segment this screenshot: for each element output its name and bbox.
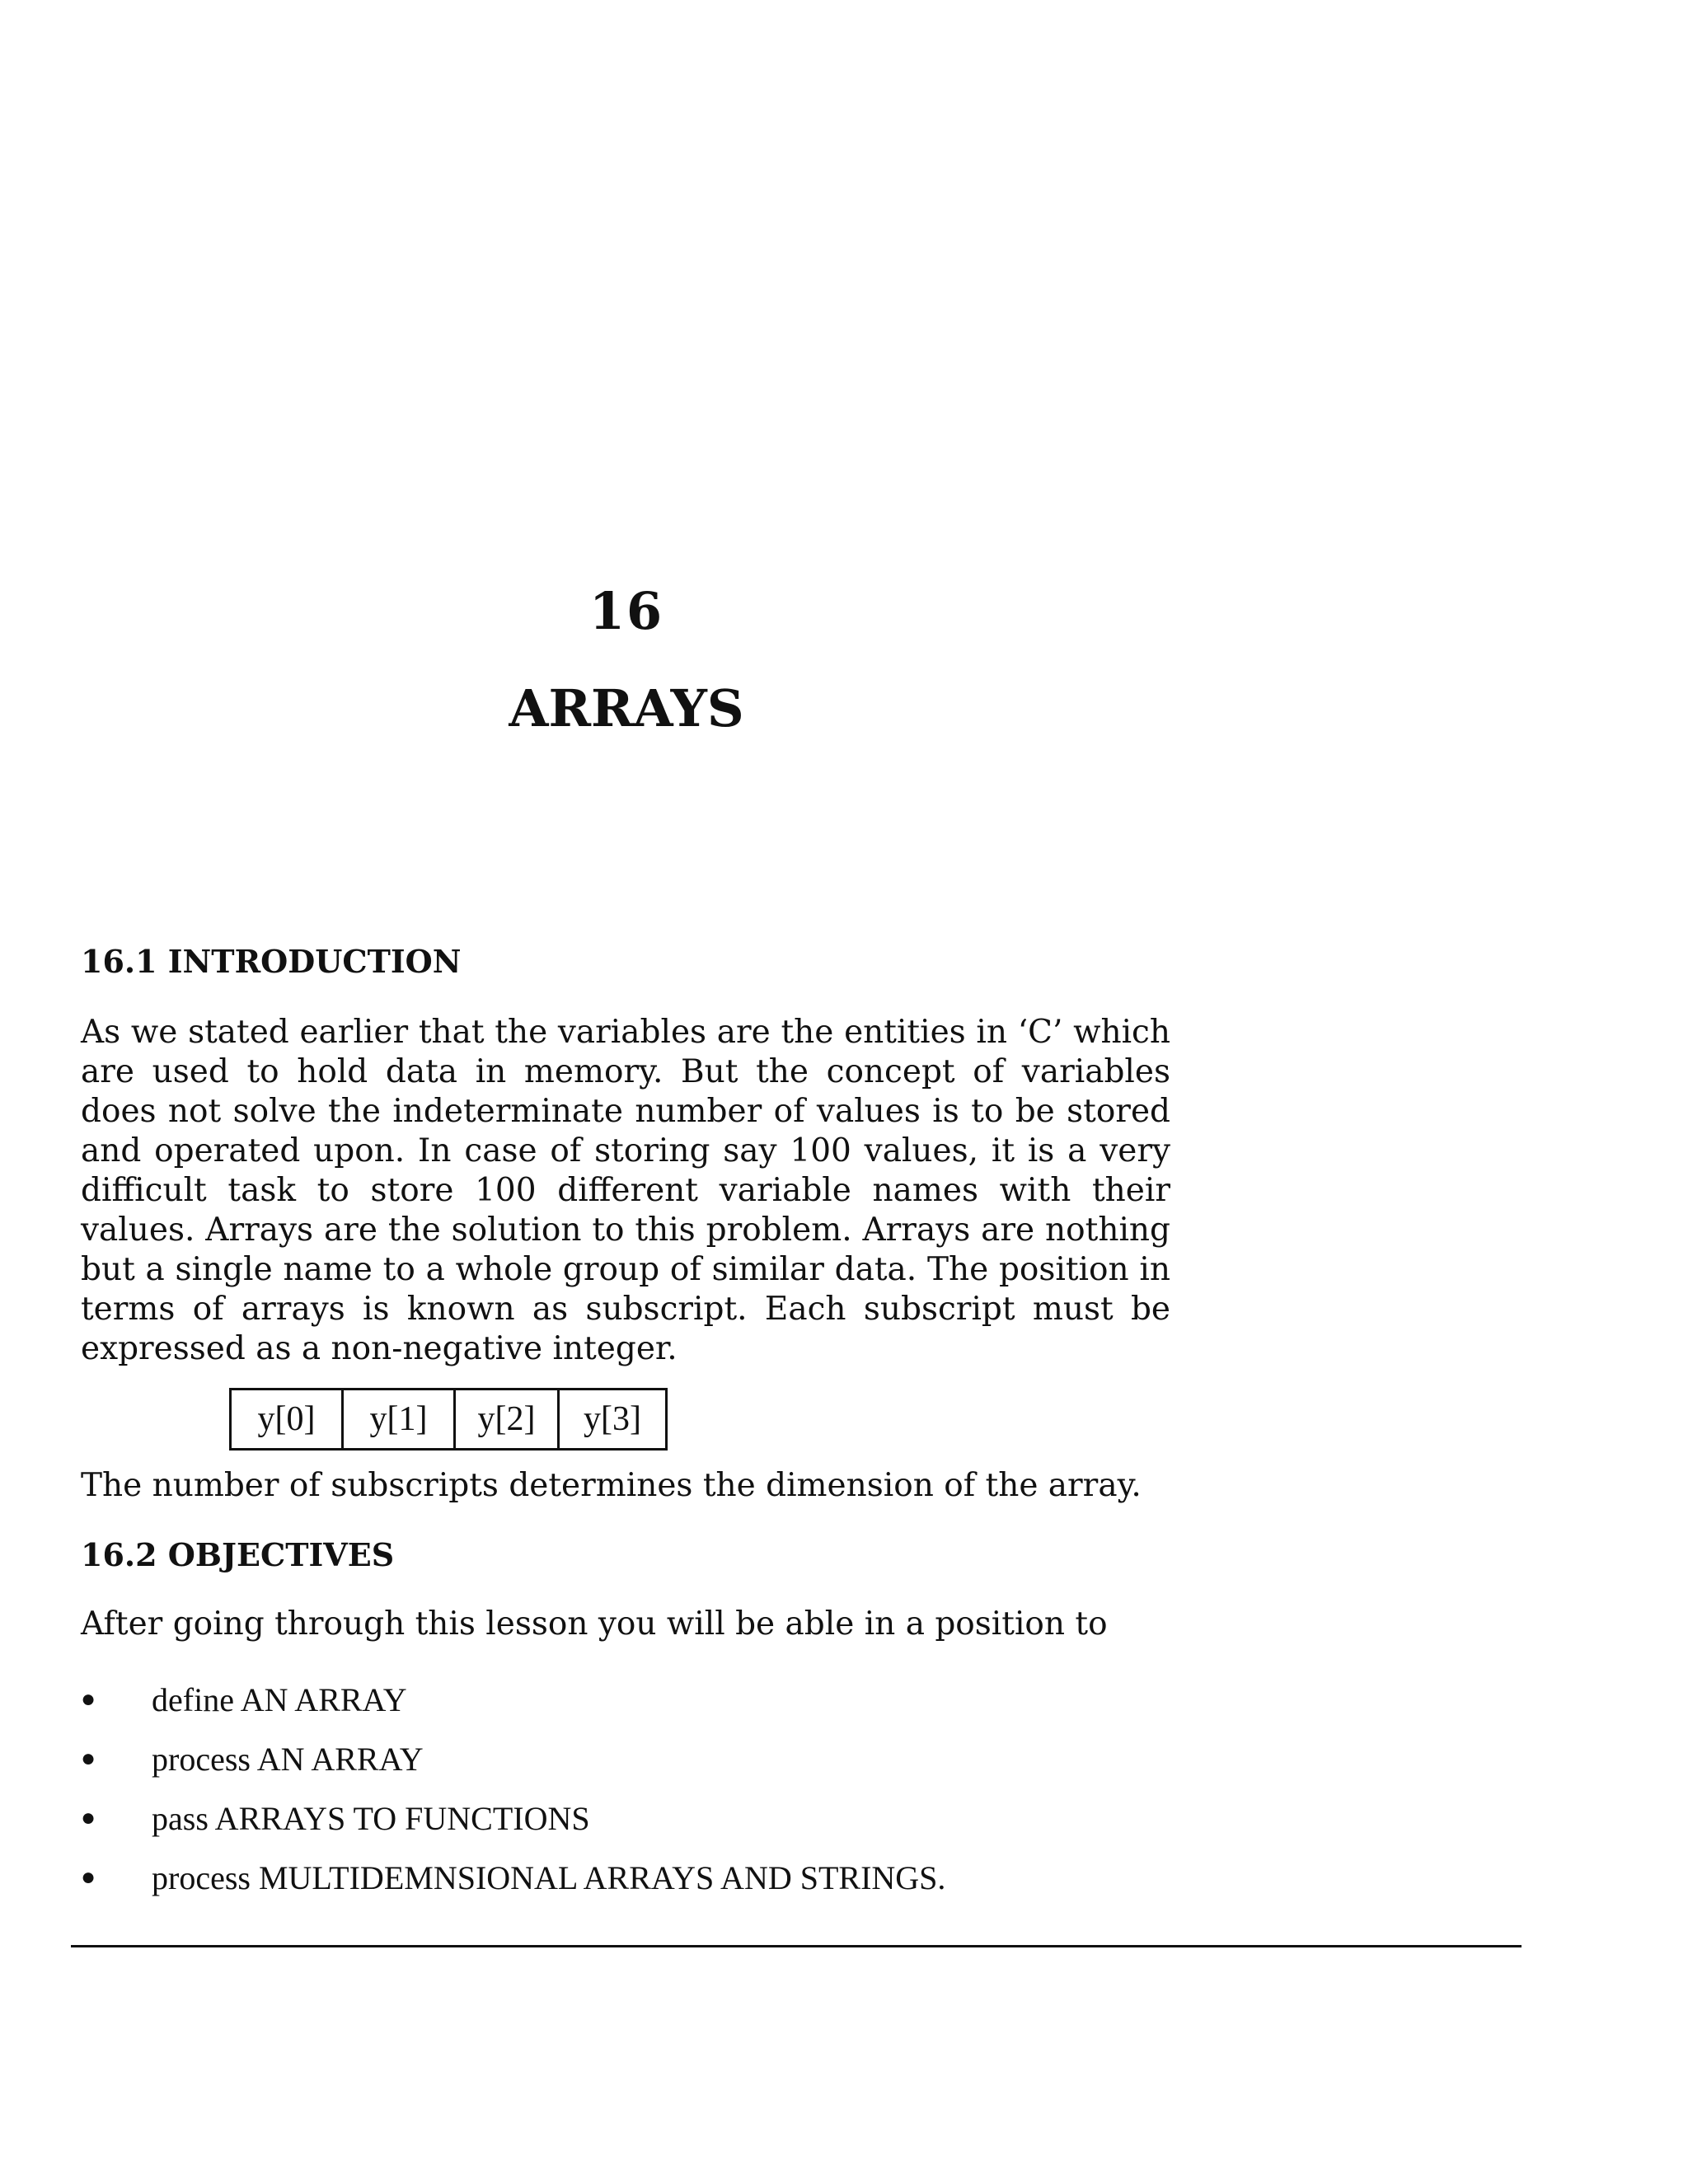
objective-text: pass ARRAYS TO FUNCTIONS (152, 1799, 590, 1837)
objective-text: define AN ARRAY (152, 1680, 407, 1718)
objectives-heading: 16.2 OBJECTIVES (81, 1536, 395, 1573)
chapter-number: 16 (588, 581, 664, 641)
list-item (81, 1788, 945, 1848)
list-item (81, 1670, 945, 1729)
objectives-lead: After going through this lesson you will be able in a position to (81, 1605, 1108, 1643)
bullet-icon: ● (81, 1745, 96, 1772)
objective-text: process AN ARRAY (152, 1740, 424, 1778)
chapter-title: ARRAYS (509, 678, 744, 738)
objective-text: process MULTIDEMNSIONAL ARRAYS AND STRINGS. (152, 1858, 946, 1896)
bullet-icon: ● (81, 1685, 96, 1713)
array-cell: y[3] (584, 1400, 641, 1438)
footer-divider (71, 1945, 1522, 1947)
array-cell: y[0] (232, 1390, 344, 1448)
dimension-text: The number of subscripts determines the dimension of the array. (81, 1467, 1142, 1504)
list-item (81, 1848, 945, 1907)
bullet-icon: ● (81, 1804, 96, 1831)
objectives-list (81, 1670, 945, 1907)
introduction-heading: 16.1 INTRODUCTION (81, 943, 462, 980)
list-item (81, 1729, 945, 1788)
array-diagram (229, 1388, 668, 1451)
bullet-icon: ● (81, 1863, 96, 1891)
array-cell: y[2] (456, 1390, 560, 1448)
array-cell: y[1] (344, 1390, 456, 1448)
introduction-paragraph: As we stated earlier that the variables are the entities in ‘C’ which are used to hold data in memory. But the concept of variables does not solve the indeterminate number of values is to be stored and operated upon. In case of storing say 100 values, it is a very difficult task to store 100 different variable names with their values. Arrays are the solution to this problem. Arrays are nothing but a single name to a whole group of similar data. The position in terms of arrays is known as subscript. Each subscript must be expressed as a non-negative integer. (81, 1014, 1170, 1367)
